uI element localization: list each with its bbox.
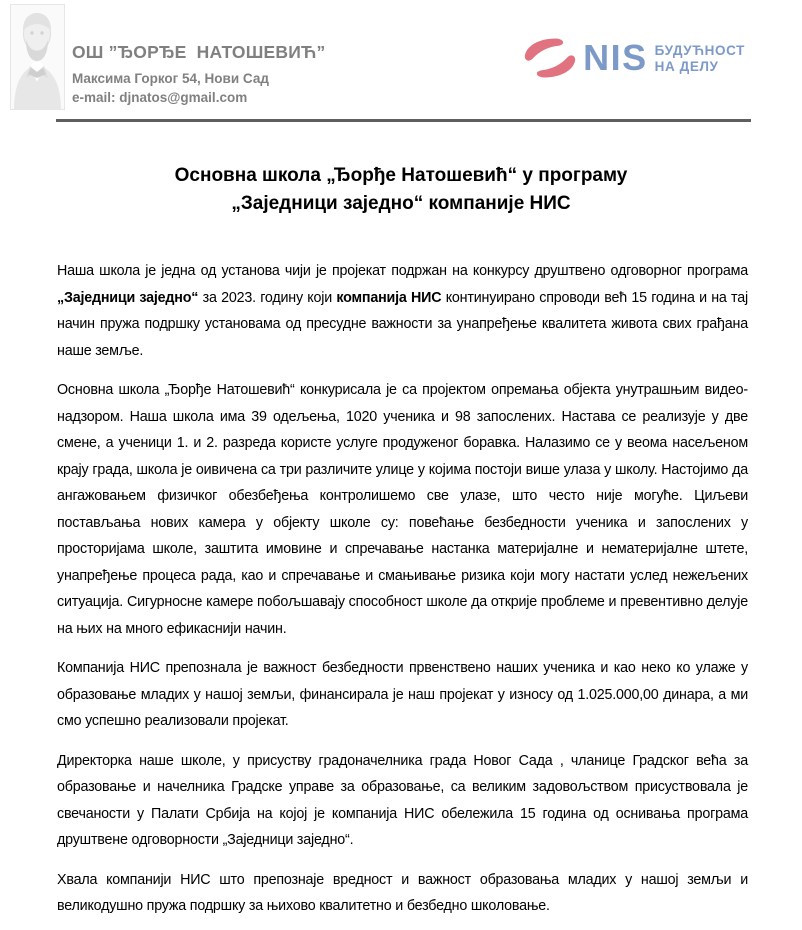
header-divider	[56, 119, 751, 122]
nis-tagline-line1: БУДУЋНОСТ	[654, 43, 745, 58]
text-run: Хвала компанији НИС што препознаје вредност и важност образовања младих у нашој земљи и великодушно пружа подршку за њихово квалитетно и безбедно школовање.	[57, 871, 748, 914]
document-title-line1: Основна школа „Ђорђе Натошевић“ у програму	[174, 165, 628, 186]
nis-logo	[524, 36, 745, 80]
school-founder-portrait-image	[10, 4, 65, 110]
body-paragraph	[57, 377, 748, 642]
letterhead	[0, 0, 802, 120]
school-address: Максима Горког 54, Нови Сад	[72, 71, 269, 86]
body-paragraph	[57, 748, 748, 854]
nis-tagline-line2: НА ДЕЛУ	[654, 59, 719, 74]
text-run: за 2023. годину који	[198, 289, 337, 306]
body-paragraph	[57, 867, 748, 920]
document-title	[0, 162, 802, 218]
school-info-block	[72, 42, 325, 107]
document-body	[0, 218, 802, 920]
body-paragraph	[57, 655, 748, 735]
text-run: Основна школа „Ђорђе Натошевић“ конкурисала је са пројектом опремања објекта унутрашњим видео-надзором. Наша школа има 39 одељења, 1020 ученика и 98 запослених. Настава се реализује у две смене, а ученици 1. и 2. разреда користе услуге продуженог боравка. Налазимо се у веома насељеном крају града, школа је оивичена са три различите улице у којима постоји више улаза у школу. Настојимо да ангажовањем физичког обезбеђења контролишемо све улазе, што често није могуће. Циљеви постављања нових камера у објекту школе су: повећање безбедности ученика и запослених у просторијама школе, заштита имовине и спречавање настанка материјалне и нематеријалне штете, унапређење процеса рада, као и спречавање и смањивање ризика који могу настати услед нежељених ситуација. Сигурносне камере побољшавају способност школе да открије проблеме и превентивно делује на њих на много ефикаснији начин.	[57, 382, 748, 637]
bold-text-run: „Заједници заједно“	[57, 289, 199, 306]
nis-logo-tagline	[655, 41, 745, 75]
text-run: Директорка наше школе, у присуству градоначелника града Новог Сада , чланице Градског већа за образовање и начелника Градске управе за образовање, са великим задовољством присуствовала је свечаности у Палати Србија на којој је компанија НИС обележила 15 година од оснивања програма друштвене одговорности „Заједници заједно“.	[57, 752, 748, 848]
bold-text-run: компанија НИС	[336, 289, 442, 306]
text-run: Наша школа је једна од установа чији је пројекат подржан на конкурсу друштвено одговорног програма	[57, 263, 748, 279]
text-run: Компанија НИС препознала је важност безбедности првенствено наших ученика и као неко ко улаже у образовање младих у нашој земљи, финансирала је наш пројекат у износу од 1.025.000,00 динара, а ми смо успешно реализовали пројекат.	[57, 660, 748, 729]
body-paragraph	[57, 258, 748, 364]
school-email: e-mail: djnatos@gmail.com	[72, 90, 248, 105]
text-run: континуирано спроводи већ 15 година и на тај начин пружа подршку установама од пресудне важности за унапређење квалитета живота свих грађана наше земље.	[57, 289, 748, 359]
school-name: ОШ ”ЂОРЂЕ НАТОШЕВИЋ”	[72, 42, 326, 62]
document-title-line2: „Заједници заједно“ компаније НИС	[231, 193, 571, 214]
nis-logo-text: NIS	[583, 37, 648, 78]
nis-swirl-icon	[524, 36, 576, 80]
